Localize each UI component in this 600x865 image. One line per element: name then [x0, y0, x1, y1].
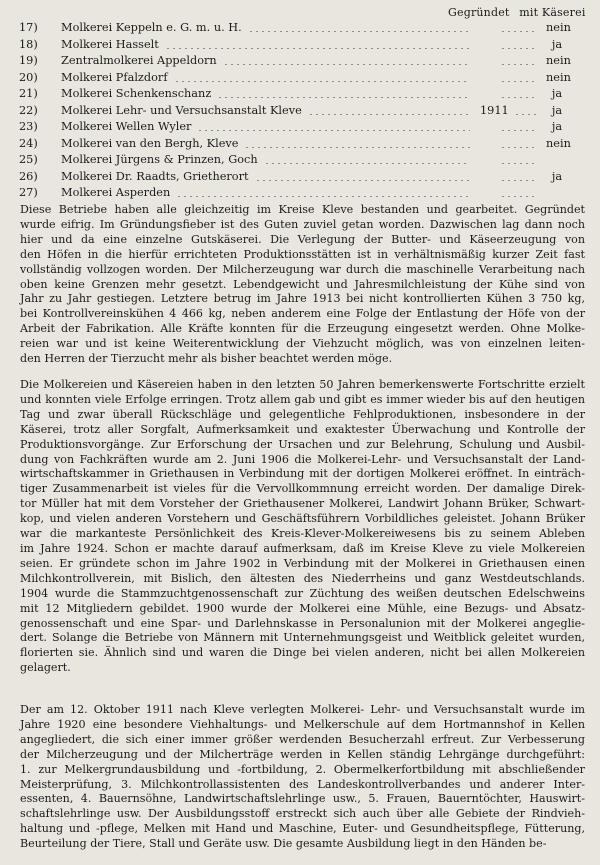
text-line: den Herren der Tierzucht mehr als bisher beachtet werden möge.: [20, 352, 393, 366]
dairy-name: Zentralmolkerei Appeldorn: [61, 54, 217, 67]
dairy-name: Molkerei Wellen Wyler: [61, 120, 192, 133]
text-line: genossenschaft und eine Spar- und Darlehnskasse in Personalunion mit der Molkerei angeglie-: [20, 616, 585, 630]
text-line: dung von Fachkräften wurde am 2. Juni 1906 die Molkerei-Lehr- und Versuchsanstalt der Land-: [20, 452, 585, 466]
text-line: essenten, 4. Bauernsöhne, Landwirtschaftslehrlinge usw., 5. Frauen, Bauerntöchter, Hauswirt-: [20, 792, 585, 806]
dairy-row: [0, 86, 600, 103]
text-line: angegliedert, die sich einer immer größer werdenden Besucherzahl erfreut. Zur Verbesserung: [20, 732, 585, 746]
dairy-name: Molkerei van den Bergh, Kleve: [61, 136, 239, 150]
list-header: [448, 6, 586, 19]
text-line: reien war und ist keine Weiterentwicklung der Viehzucht möglich, was von einzelnen leiten-: [20, 337, 585, 351]
dairy-row: [0, 185, 600, 202]
dairy-cheese-value: nein: [546, 70, 571, 84]
dairy-row: [0, 136, 600, 153]
dairy-founded-year: 1911: [480, 103, 509, 117]
text-line: haltung und -pflege, Melken mit Hand und Maschine, Euter- und Gesundheitspflege, Fütterung,: [20, 822, 585, 836]
dairy-cheese-value: ja: [551, 169, 563, 183]
dairy-number: 25): [19, 153, 38, 166]
dairy-row: [0, 20, 600, 37]
text-line: Tag und zwar überall Rückschläge und gelegentliche Fehlproduktionen, insbesondere in der: [20, 407, 585, 421]
text-line: schaftslehrlinge usw. Der Ausbildungsstoff erstreckt sich auch über alle Gebiete der Rindvieh-: [20, 807, 585, 821]
paragraph-3: [20, 703, 585, 852]
dairy-cheese-value: ja: [551, 87, 563, 100]
text-line: tiger Zusammenarbeit ist vieles für die Vervollkommnung erreicht worden. Der damalige Direk-: [20, 482, 585, 496]
text-line: oben keine Grenzen mehr gesetzt. Lebendgewicht und Jahresmilchleistung der Kühe sind von: [20, 277, 585, 291]
dairy-row: [0, 152, 600, 169]
text-line: und konnten viele Erfolge erringen. Trotz allem gab und gibt es immer wieder bis auf den heutigen: [20, 392, 585, 406]
dairy-number: 19): [19, 54, 38, 67]
column-cheese-header: mit Käserei: [519, 6, 586, 19]
text-line: Beurteilung der Tiere, Stall und Geräte usw. Die gesamte Ausbildung liegt in den Händen be-: [20, 837, 547, 851]
text-line: Meisterprüfung, 3. Milchkontrollassistenten des Landeskontrollverbandes und anderer Inter-: [20, 777, 585, 791]
text-line: tor Müller hat mit dem Vorsteher der Griethausener Molkerei, Landwirt Johann Brüker, Schwart-: [20, 497, 585, 511]
text-line: vollständig vollzogen worden. Der Milcherzeugung war durch die maschinelle Verarbeitung nach: [20, 262, 585, 276]
text-line: kop, und vielen anderen Vorstehern und Geschäftsführern Vorbildliches geleistet. Johann Brüker: [20, 512, 585, 526]
dairy-name: Molkerei Lehr- und Versuchsanstalt Kleve: [61, 103, 302, 117]
text-line: Milchkontrollverein, mit Bislich, den ältesten des Niederrheins und ganz Westdeutschlands.: [20, 571, 585, 585]
text-line: Die Molkereien und Käsereien haben in den letzten 50 Jahren bemerkenswerte Fortschritte erzielt: [20, 378, 585, 391]
text-line: Jahr zu Jahr gestiegen. Letztere betrug im Jahre 1913 bei nicht kontrollierten Kühen 3 750 kg,: [20, 292, 585, 306]
dairy-cheese-value: nein: [546, 136, 571, 150]
text-line: florierten sie. Ähnlich sind und waren die Dinge bei vielen anderen, nicht bei allen Molkereien: [20, 646, 585, 660]
text-line: gelagert.: [20, 661, 71, 675]
dairy-row: [0, 169, 600, 186]
text-line: wirtschaftskammer in Griethausen in Verbindung mit der dortigen Molkerei eröffnet. In einträch-: [20, 467, 585, 481]
dairy-name: Molkerei Pfalzdorf: [61, 70, 168, 84]
paragraph-1: [20, 203, 585, 367]
dairy-cheese-value: nein: [546, 54, 571, 67]
text-line: Jahre 1920 eine besondere Viehhaltungs- und Melkerschule auf dem Hortmannshof in Kellen: [20, 717, 585, 731]
dairy-row: [0, 103, 600, 120]
dairy-list: [0, 20, 600, 202]
dairy-cheese-value: ja: [551, 103, 563, 117]
dairy-name: Molkerei Schenkenschanz: [61, 87, 212, 100]
dairy-number: 27): [19, 186, 38, 199]
dairy-name: Molkerei Keppeln e. G. m. u. H.: [61, 21, 242, 34]
text-line: seien. Er gründete schon im Jahre 1902 in Verbindung mit der Molkerei in Griethausen einen: [20, 556, 585, 570]
dairy-number: 17): [19, 21, 38, 34]
dairy-number: 21): [19, 87, 38, 100]
dairy-number: 26): [19, 169, 38, 183]
dairy-cheese-value: ja: [551, 120, 563, 133]
text-line: Arbeit der Fabrikation. Alle Kräfte konnten für die Erzeugung eingesetzt werden. Ohne Molke-: [20, 322, 585, 336]
dairy-cheese-value: nein: [546, 21, 571, 34]
dairy-name: Molkerei Hasselt: [61, 37, 159, 51]
text-line: Diese Betriebe haben alle gleichzeitig im Kreise Kleve bestanden und gearbeitet. Gegründet: [20, 203, 585, 216]
text-line: im Jahre 1924. Schon er machte darauf aufmerksam, daß im Kreise Kleve zu viele Molkereien: [20, 541, 585, 555]
text-line: Produktionsvorgänge. Zur Erforschung der Ursachen und zur Belehrung, Schulung und Ausbil-: [20, 437, 585, 451]
dairy-row: [0, 119, 600, 136]
column-founded-header: Gegründet: [448, 6, 510, 19]
dairy-name: Molkerei Asperden: [61, 186, 171, 199]
dairy-number: 22): [19, 103, 38, 117]
dairy-row: [0, 37, 600, 54]
paragraph-2: [20, 378, 585, 676]
dairy-cheese-value: ja: [551, 37, 563, 51]
dairy-name: Molkerei Dr. Raadts, Grietherort: [61, 169, 249, 183]
text-line: den Höfen in die hierfür errichteten Produktionsstätten ist in verhältnismäßig kurzer Zeit fast: [20, 247, 585, 261]
dairy-number: 24): [19, 136, 38, 150]
text-line: bei Kontrollvereinskühen 4 466 kg, neben anderem eine Folge der Entlastung der Höfe von der: [20, 307, 585, 321]
dairy-number: 20): [19, 70, 38, 84]
text-line: mit 12 Mitgliedern gebildet. 1900 wurde der Molkerei eine Mühle, eine Bezugs- und Absatz-: [20, 601, 585, 615]
text-line: 1904 wurde die Stammzuchtgenossenschaft zur Züchtung des weißen deutschen Edelschweins: [20, 586, 585, 600]
text-line: dert. Solange die Betriebe von Männern mit Unternehmungsgeist und Weitblick geleitet wurden,: [20, 631, 585, 645]
dairy-number: 23): [19, 120, 38, 133]
text-line: Käserei, trotz aller Sorgfalt, Aufmerksamkeit und exaktester Überwachung und Kontrolle der: [20, 422, 585, 436]
text-line: hier und da eine einzelne Gutskäserei. Die Verlegung der Butter- und Käseerzeugung von: [20, 232, 585, 246]
text-line: 1. zur Melkergrundausbildung und -fortbildung, 2. Obermelkerfortbildung mit abschließender: [20, 762, 585, 776]
dairy-name: Molkerei Jürgens & Prinzen, Goch: [61, 153, 258, 166]
text-line: Der am 12. Oktober 1911 nach Kleve verlegten Molkerei- Lehr- und Versuchsanstalt wurde im: [20, 703, 585, 716]
dairy-number: 18): [19, 37, 38, 51]
text-line: wurde eifrig. Im Gründungsfieber ist des Guten zuviel getan worden. Dazwischen lag dann noch: [20, 217, 585, 231]
text-line: der Milcherzeugung und der Milcherträge werden in Kellen ständig Lehrgänge durchgeführt:: [20, 747, 585, 761]
dairy-row: [0, 53, 600, 70]
dairy-row: [0, 70, 600, 87]
text-line: war die markanteste Persönlichkeit des Kreis-Klever-Molkereiwesens bis zu seinem Ableben: [20, 527, 585, 541]
